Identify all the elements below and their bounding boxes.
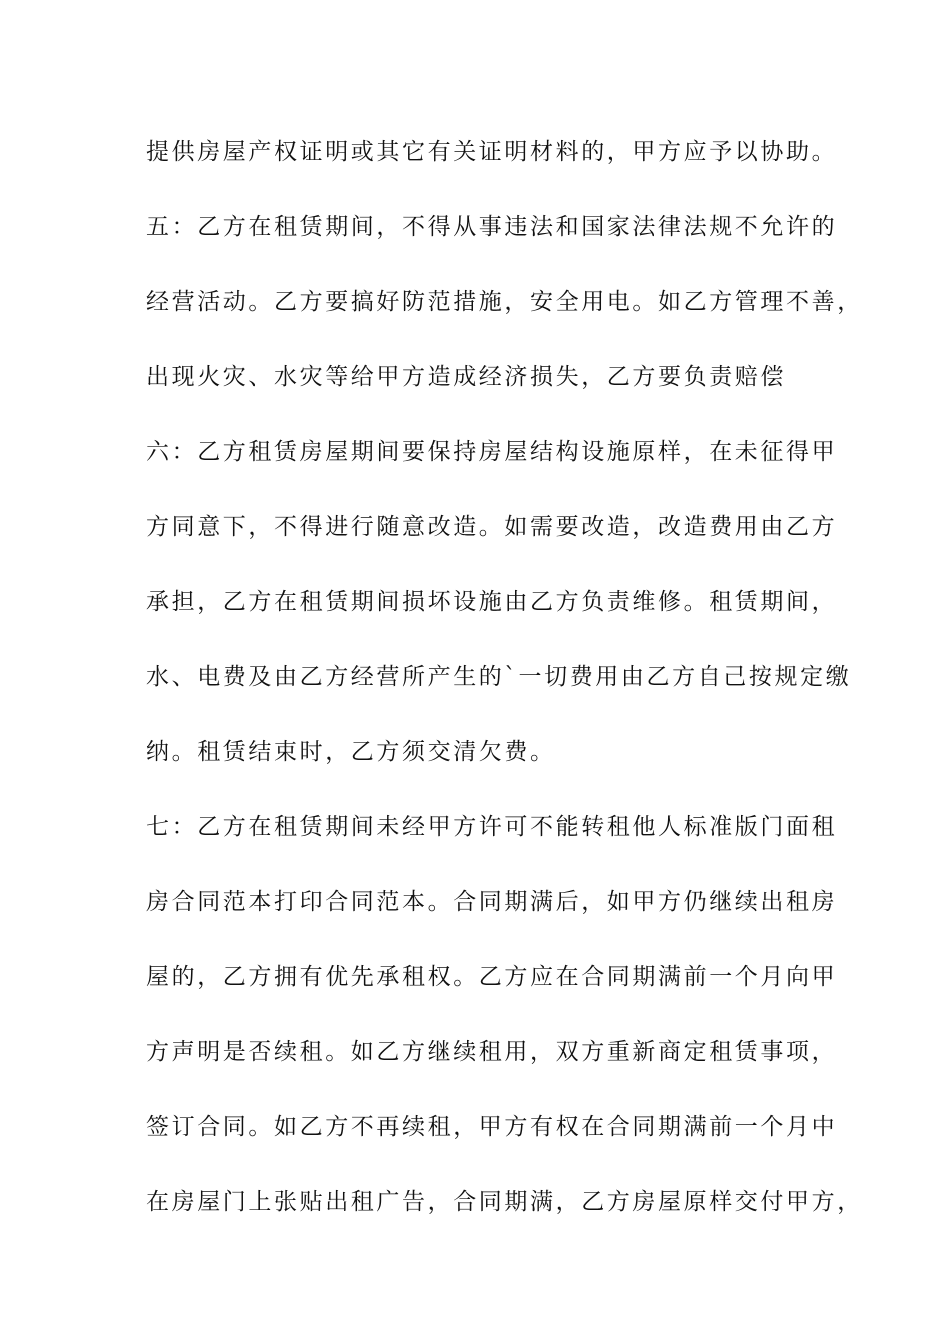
text-line: 七：乙方在租赁期间未经甲方许可不能转租他人标准版门面租 <box>146 814 838 840</box>
text-line: 屋的，乙方拥有优先承租权。乙方应在合同期满前一个月向甲 <box>146 964 838 990</box>
text-line: 水、电费及由乙方经营所产生的`一切费用由乙方自己按规定缴 <box>146 664 852 690</box>
text-line: 经营活动。乙方要搞好防范措施，安全用电。如乙方管理不善， <box>146 289 863 315</box>
text-line: 出现火灾、水灾等给甲方造成经济损失，乙方要负责赔偿 <box>146 364 786 390</box>
text-line: 在房屋门上张贴出租广告，合同期满，乙方房屋原样交付甲方， <box>146 1189 863 1215</box>
text-line: 五：乙方在租赁期间，不得从事违法和国家法律法规不允许的 <box>146 214 838 240</box>
text-line: 方声明是否续租。如乙方继续租用，双方重新商定租赁事项， <box>146 1039 838 1065</box>
text-line: 房合同范本打印合同范本。合同期满后，如甲方仍继续出租房 <box>146 889 838 915</box>
text-line: 方同意下，不得进行随意改造。如需要改造，改造费用由乙方 <box>146 514 838 540</box>
text-line: 六：乙方租赁房屋期间要保持房屋结构设施原样，在未征得甲 <box>146 439 838 465</box>
text-line: 提供房屋产权证明或其它有关证明材料的，甲方应予以协助。 <box>146 139 838 165</box>
contract-body-text <box>146 130 863 1255</box>
text-line: 签订合同。如乙方不再续租，甲方有权在合同期满前一个月中 <box>146 1114 838 1140</box>
text-line: 承担，乙方在租赁期间损坏设施由乙方负责维修。租赁期间， <box>146 589 838 615</box>
text-line: 纳。租赁结束时，乙方须交清欠费。 <box>146 739 556 765</box>
